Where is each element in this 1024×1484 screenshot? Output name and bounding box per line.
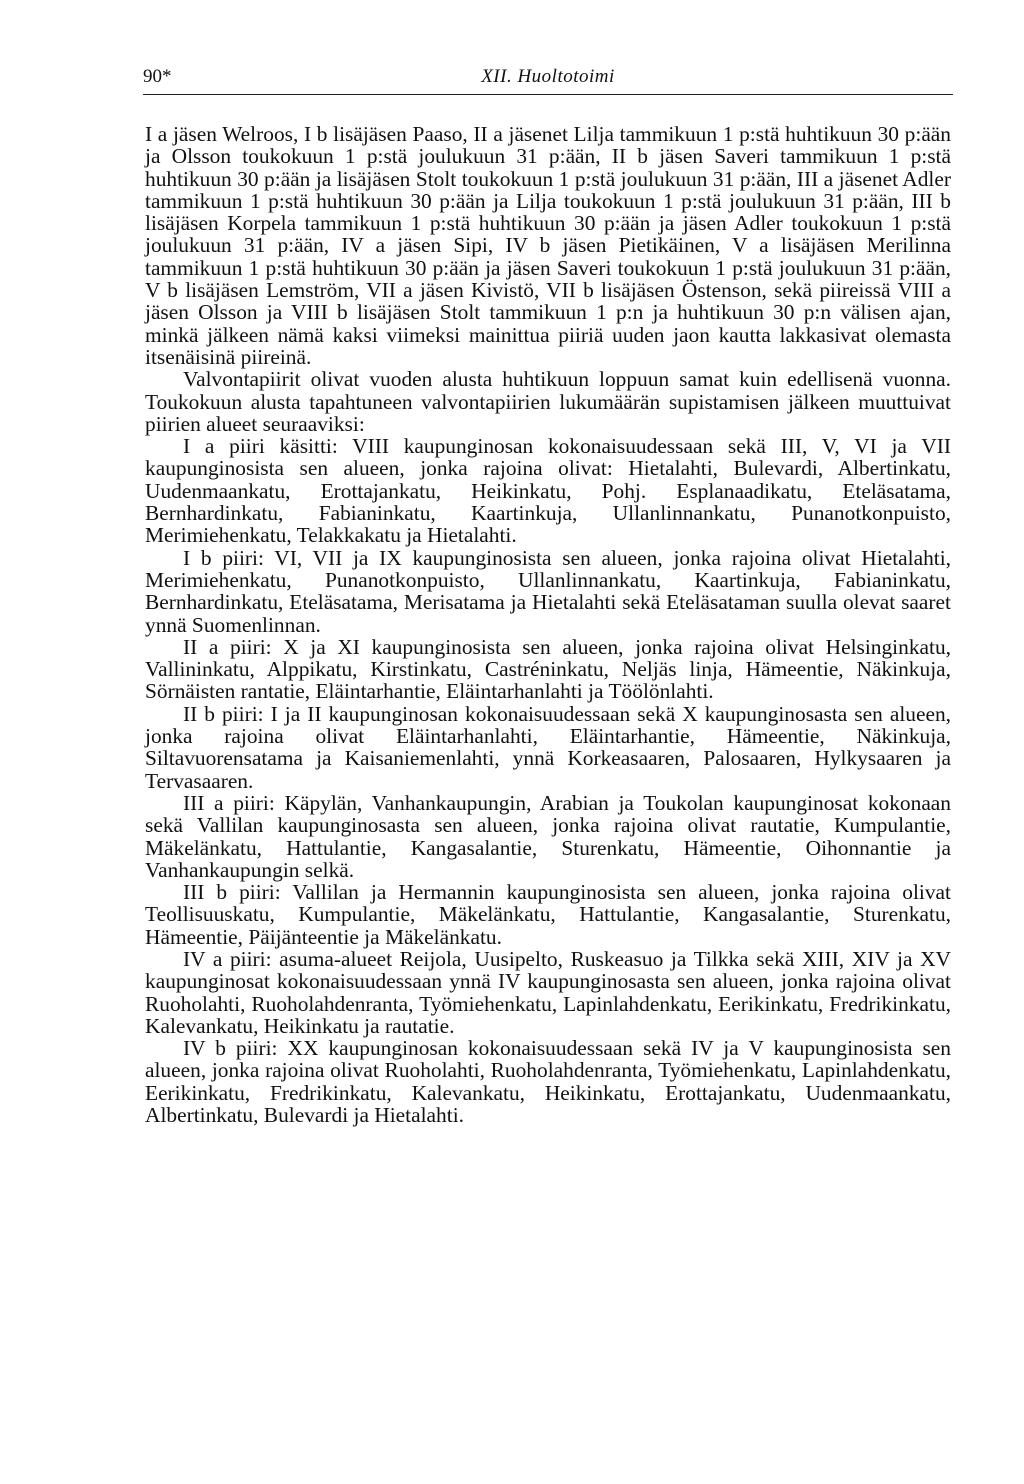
body-text [145,123,951,1126]
header-rule [143,94,953,95]
paragraph: I a jäsen Welroos, I b lisäjäsen Paaso, II a jäsenet Lilja tammikuun 1 p:stä huhtikuun 30 p:ään ja Olsson toukokuun 1 p:stä joulukuun 31 p:ään, II b jäsen Saveri tammikuun 1 p:stä huhtikuun 30 p:ään ja lisäjäsen Stolt toukokuun 1 p:stä joulukuun 31 p:ään, III a jäsenet Adler tammikuun 1 p:stä huhtikuun 30 p:ään ja Lilja toukokuun 1 p:stä joulukuun 31 p:ään, III b lisäjäsen Korpela tammikuun 1 p:stä huhtikuun 30 p:ään ja jäsen Adler toukokuun 1 p:stä joulukuun 31 p:ään, IV a jäsen Sipi, IV b jäsen Pietikäinen, V a lisäjäsen Merilinna tammikuun 1 p:stä huhtikuun 30 p:ään ja jäsen Saveri toukokuun 1 p:stä joulukuun 31 p:ään, V b lisäjäsen Lemström, VII a jäsen Kivistö, VII b lisäjäsen Östenson, sekä piireissä VIII a jäsen Olsson ja VIII b lisäjäsen Stolt tammikuun 1 p:n ja huhtikuun 30 p:n välisen ajan, minkä jälkeen nämä kaksi viimeksi mainittua piiriä uuden jaon kautta lakkasivat olemasta itsenäisinä piireinä. [145,122,951,369]
paragraph: Valvontapiirit olivat vuoden alusta huhtikuun loppuun samat kuin edellisenä vuonna. Toukokuun alusta tapahtuneen valvontapiirien lukumäärän supistamisen jälkeen muuttuivat piirien alueet seuraaviksi: [145,367,951,436]
page-number: 90* [143,66,172,87]
paragraph: II a piiri: X ja XI kaupunginosista sen alueen, jonka rajoina olivat Helsinginkatu, Vallininkatu, Alppikatu, Kirstinkatu, Castréninkatu, Neljäs linja, Hämeentie, Näkinkuja, Sörnäisten rantatie, Eläintarhantie, Eläintarhanlahti ja Töölönlahti. [145,634,951,704]
paragraph: IV a piiri: asuma-alueet Reijola, Uusipelto, Ruskeasuo ja Tilkka sekä XIII, XIV ja XV kaupunginosat kokonaisuudessaan ynnä IV kaupunginosasta sen alueen, jonka rajoina olivat Ruoholahti, Ruoholahdenranta, Työmiehenkatu, Lapinlahdenkatu, Eerikinkatu, Fredrikinkatu, Kalevankatu, Heikinkatu ja rautatie. [145,946,951,1038]
paragraph: II b piiri: I ja II kaupunginosan kokonaisuudessaan sekä X kaupunginosasta sen alueen, jonka rajoina olivat Eläintarhanlahti, Eläintarhantie, Hämeentie, Näkinkuja, Siltavuorensatama ja Kaisaniemenlahti, ynnä Korkeasaaren, Palosaaren, Hylkysaaren ja Tervasaaren. [145,701,951,793]
paragraph: III a piiri: Käpylän, Vanhankaupungin, Arabian ja Toukolan kaupunginosat kokonaan sekä Vallilan kaupunginosasta sen alueen, jonka rajoina olivat rautatie, Kumpulantie, Mäkelänkatu, Hattulantie, Kangasalantie, Sturenkatu, Hämeentie, Oihonnantie ja Vanhankaupungin selkä. [145,790,951,882]
running-head: XII. Huoltotoimi [481,66,615,87]
paragraph: IV b piiri: XX kaupunginosan kokonaisuudessaan sekä IV ja V kaupunginosista sen alueen, jonka rajoina olivat Ruoholahti, Ruoholahdenranta, Työmiehenkatu, Lapinlahdenkatu, Eerikinkatu, Fredrikinkatu, Kalevankatu, Heikinkatu, Erottajankatu, Uudenmaankatu, Albertinkatu, Bulevardi ja Hietalahti. [145,1036,951,1128]
paragraph: III b piiri: Vallilan ja Hermannin kaupunginosista sen alueen, jonka rajoina olivat Teollisuuskatu, Kumpulantie, Mäkelänkatu, Hattulantie, Kangasalantie, Sturenkatu, Hämeentie, Päijänteentie ja Mäkelänkatu. [145,880,951,949]
paragraph: I b piiri: VI, VII ja IX kaupunginosista sen alueen, jonka rajoina olivat Hietalahti, Merimiehenkatu, Punanotkonpuisto, Ullanlinnankatu, Kaartinkuja, Fabianinkatu, Bernhardinkatu, Eteläsatama, Merisatama ja Hietalahti sekä Eteläsataman suulla olevat saaret ynnä Suomenlinnan. [145,545,951,637]
page-header [143,64,953,90]
paragraph: I a piiri käsitti: VIII kaupunginosan kokonaisuudessaan sekä III, V, VI ja VII kaupunginosista sen alueen, jonka rajoina olivat: Hietalahti, Bulevardi, Albertinkatu, Uudenmaankatu, Erottajankatu, Heikinkatu, Pohj. Esplanaadikatu, Eteläsatama, Bernhardinkatu, Fabianinkatu, Kaartinkuja, Ullanlinnankatu, Punanotkonpuisto, Merimiehenkatu, Telakkakatu ja Hietalahti. [145,434,951,548]
